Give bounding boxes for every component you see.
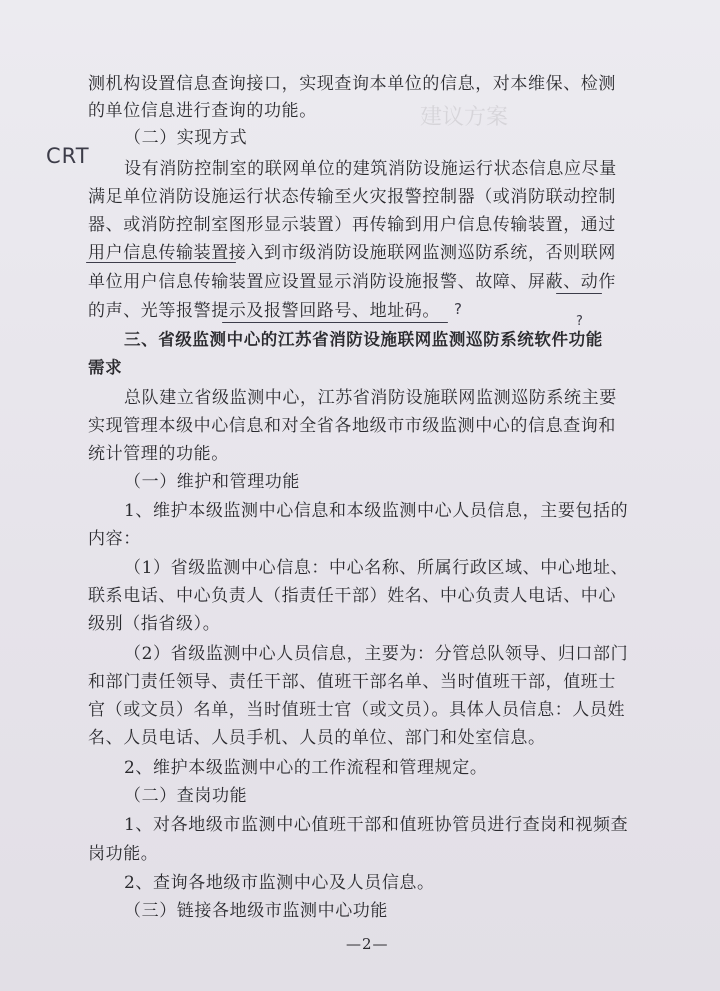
section-heading: （一）维护和管理功能: [124, 472, 300, 492]
chapter-heading: 需求: [88, 358, 123, 377]
body-line: 名、人员电话、人员手机、人员的单位、部门和处室信息。: [88, 728, 546, 748]
handwritten-underline: [86, 262, 236, 263]
body-line: 设有消防控制室的联网单位的建筑消防设施运行状态信息应尽量: [124, 159, 617, 179]
handwritten-underline: [556, 293, 602, 294]
body-line: 用户信息传输装置接入到市级消防设施联网监测巡防系统，否则联网: [88, 243, 616, 263]
body-line: （2）省级监测中心人员信息，主要为：分管总队领导、归口部门: [124, 644, 629, 664]
handwritten-question-mark: ?: [576, 314, 584, 329]
section-heading: （二）查岗功能: [124, 786, 248, 806]
body-line: 的声、光等报警提示及报警回路号、地址码。: [88, 301, 440, 321]
bleed-through-text: 建议方案: [420, 105, 509, 130]
body-line: 联系电话、中心负责人（指责任干部）姓名、中心负责人电话、中心: [88, 586, 616, 606]
body-line: 岗功能。: [88, 844, 159, 864]
section-heading: （二）实现方式: [124, 128, 248, 148]
chapter-heading: 三、省级监测中心的江苏省消防设施联网监测巡防系统软件功能: [124, 330, 603, 349]
body-line: 测机构设置信息查询接口，实现查询本单位的信息，对本维保、检测: [88, 74, 616, 94]
body-line: 内容：: [88, 529, 141, 549]
body-line: 的单位信息进行查询的功能。: [88, 101, 317, 121]
body-line: 和部门责任领导、责任干部、值班干部名单、当时值班干部，值班士: [88, 672, 616, 692]
body-line: 统计管理的功能。: [88, 444, 229, 464]
page-number: —2—: [346, 935, 389, 953]
body-line: 2、维护本级监测中心的工作流程和管理规定。: [124, 758, 488, 778]
handwritten-question-mark: ?: [454, 300, 463, 318]
body-line: 1、对各地级市监测中心值班干部和值班协管员进行查岗和视频查: [124, 815, 629, 835]
body-line: 单位用户信息传输装置应设置显示消防设施报警、故障、屏蔽、动作: [88, 272, 616, 292]
body-line: 实现管理本级中心信息和对全省各地级市市级监测中心的信息查询和: [88, 416, 616, 436]
body-line: 器、或消防控制室图形显示装置）再传输到用户信息传输装置，通过: [88, 215, 616, 235]
body-line: 总队建立省级监测中心，江苏省消防设施联网监测巡防系统主要: [124, 388, 617, 408]
handwritten-underline: [222, 322, 448, 323]
body-line: 2、查询各地级市监测中心及人员信息。: [124, 873, 435, 893]
body-line: 满足单位消防设施运行状态传输至火灾报警控制器（或消防联动控制: [88, 187, 616, 207]
handwritten-crt-note: CRT: [46, 144, 90, 168]
body-line: 官（或文员）名单，当时值班士官（或文员）。具体人员信息：人员姓: [88, 700, 626, 720]
body-line: （1）省级监测中心信息：中心名称、所属行政区域、中心地址、: [124, 558, 629, 578]
section-heading: （三）链接各地级市监测中心功能: [124, 901, 388, 921]
body-line: 1、维护本级监测中心信息和本级监测中心人员信息，主要包括的: [124, 501, 629, 521]
body-line: 级别（指省级）。: [88, 614, 221, 634]
